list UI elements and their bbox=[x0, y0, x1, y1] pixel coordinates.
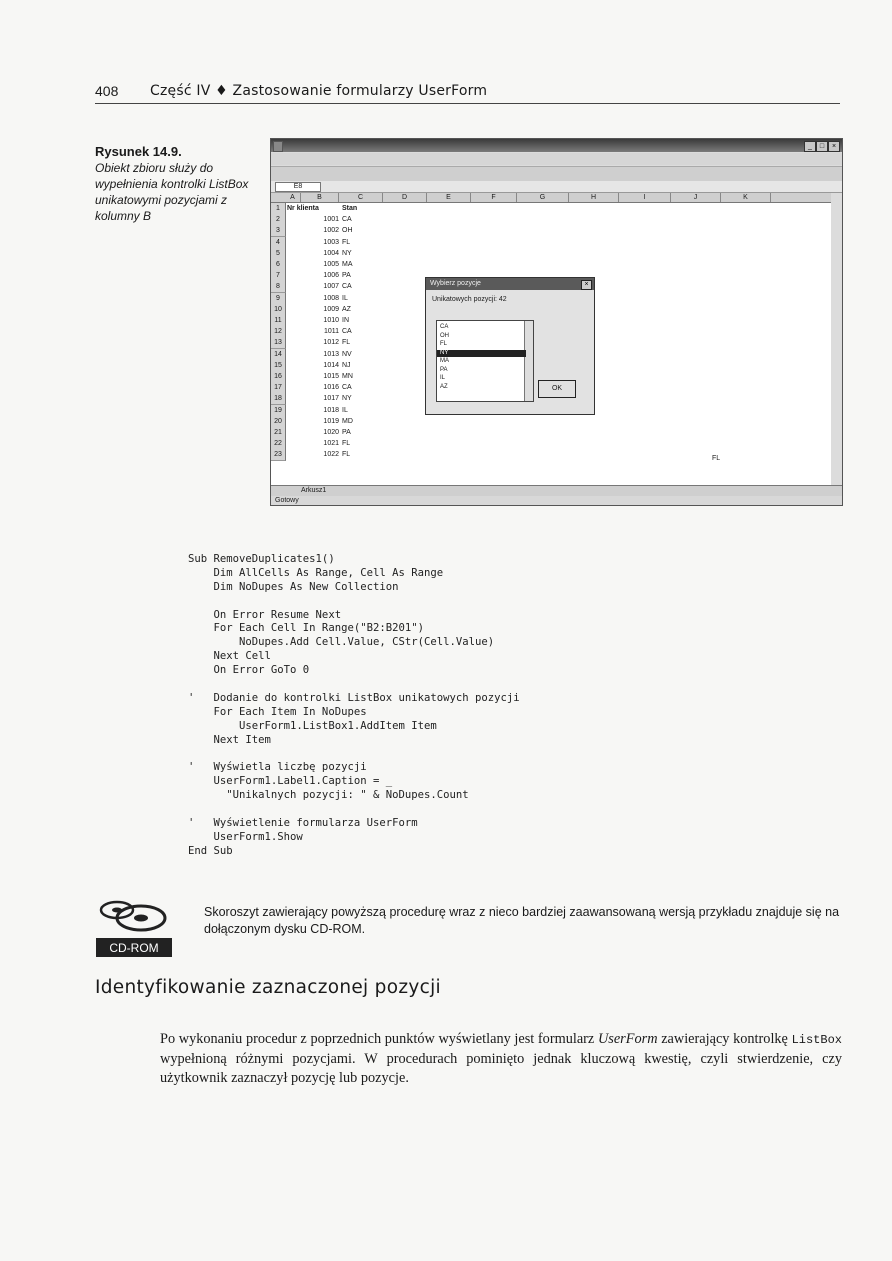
table-row bbox=[271, 259, 831, 270]
code-line: Dim AllCells As Range, Cell As Range bbox=[188, 566, 444, 579]
code-line: UserForm1.Show bbox=[188, 830, 303, 843]
excel-menu-bar bbox=[271, 153, 842, 165]
code-line: On Error Resume Next bbox=[188, 608, 342, 621]
state-cell: AZ bbox=[342, 305, 351, 313]
maximize-icon: □ bbox=[816, 141, 828, 152]
code-line bbox=[188, 595, 520, 609]
column-header: A bbox=[285, 193, 301, 202]
state-cell: FL bbox=[342, 339, 351, 347]
state-cell: CA bbox=[342, 384, 352, 392]
code-line: NoDupes.Add Cell.Value, CStr(Cell.Value) bbox=[188, 636, 495, 649]
sheet-tab: Arkusz1 bbox=[301, 487, 327, 494]
state-cell: PA bbox=[342, 272, 351, 280]
row-number: 4 bbox=[271, 237, 286, 249]
body-text-2: zawierający kontrolkę bbox=[657, 1031, 792, 1047]
minimize-icon: _ bbox=[804, 141, 816, 152]
state-cell: NY bbox=[342, 395, 352, 403]
body-text-1: Po wykonaniu procedur z poprzednich punktów wyświetlany jest formularz bbox=[160, 1031, 598, 1047]
body-listbox: ListBox bbox=[791, 1033, 842, 1047]
row-number: 5 bbox=[271, 248, 286, 260]
row-number: 10 bbox=[271, 304, 286, 316]
column-header: F bbox=[471, 193, 517, 202]
figure-label: Rysunek 14.9. bbox=[95, 144, 182, 159]
column-headers bbox=[271, 193, 831, 203]
column-header: K bbox=[721, 193, 771, 202]
state-cell: IL bbox=[342, 294, 348, 302]
dialog-label: Unikatowych pozycji: 42 bbox=[432, 296, 507, 303]
customer-number-cell: 1014 bbox=[323, 361, 339, 369]
row-number: 16 bbox=[271, 371, 286, 383]
cd-rom-icon-label: CD-ROM bbox=[109, 941, 159, 955]
excel-title-bar bbox=[271, 139, 842, 152]
customer-number-cell: 1012 bbox=[323, 339, 339, 347]
cd-rom-icon bbox=[95, 896, 173, 958]
row-number: 23 bbox=[271, 449, 286, 461]
table-row bbox=[271, 237, 831, 248]
customer-number-cell: 1004 bbox=[323, 249, 339, 257]
row-number: 12 bbox=[271, 326, 286, 338]
code-line: For Each Item In NoDupes bbox=[188, 705, 367, 718]
customer-number-cell: 1020 bbox=[323, 429, 339, 436]
customer-number-cell: 1021 bbox=[323, 440, 339, 448]
code-line: UserForm1.Label1.Caption = _ bbox=[188, 775, 393, 788]
close-icon: × bbox=[828, 141, 840, 152]
state-cell: MA bbox=[342, 261, 353, 268]
status-bar bbox=[271, 496, 842, 505]
stray-cell: FL bbox=[712, 455, 721, 462]
listbox-scrollbar bbox=[524, 321, 533, 401]
customer-number-cell: 1013 bbox=[323, 350, 339, 358]
customer-number-cell: 1018 bbox=[323, 406, 339, 414]
excel-formula-bar bbox=[271, 181, 842, 193]
row-number: 11 bbox=[271, 315, 286, 327]
row-number: 20 bbox=[271, 416, 286, 428]
code-line: UserForm1.ListBox1.AddItem Item bbox=[188, 719, 437, 732]
list-item: MA bbox=[440, 358, 449, 364]
table-row bbox=[271, 438, 831, 449]
list-item: NY bbox=[437, 350, 526, 357]
list-item: AZ bbox=[440, 383, 448, 390]
code-line: Next Item bbox=[188, 733, 271, 746]
dialog-ok-button: OK bbox=[538, 380, 576, 398]
state-cell: PA bbox=[342, 429, 351, 436]
customer-number-cell: 1001 bbox=[323, 216, 339, 224]
customer-number-cell: 1006 bbox=[323, 272, 339, 280]
table-row bbox=[271, 427, 831, 438]
row-number: 1 bbox=[271, 203, 286, 215]
dialog-listbox bbox=[436, 320, 534, 402]
customer-number-cell: 1010 bbox=[323, 317, 339, 324]
header-rule bbox=[95, 103, 840, 104]
customer-number-cell: 1022 bbox=[323, 451, 339, 459]
figure-caption bbox=[95, 144, 260, 224]
list-item: OH bbox=[440, 332, 449, 339]
column-header: E bbox=[427, 193, 471, 202]
column-header: J bbox=[671, 193, 721, 202]
code-line: ' Dodanie do kontrolki ListBox unikatowych pozycji bbox=[188, 691, 520, 704]
row-number: 18 bbox=[271, 393, 286, 405]
excel-app-icon bbox=[273, 141, 283, 152]
code-line: Sub RemoveDuplicates1() bbox=[188, 553, 335, 565]
row-number: 13 bbox=[271, 337, 286, 349]
page-number: 408 bbox=[95, 83, 119, 99]
row-number: 22 bbox=[271, 438, 286, 450]
code-line bbox=[188, 747, 520, 761]
state-cell: FL bbox=[342, 440, 351, 448]
excel-screenshot bbox=[270, 138, 843, 506]
table-row bbox=[271, 449, 831, 460]
row-number: 14 bbox=[271, 349, 286, 361]
state-cell: CA bbox=[342, 216, 352, 224]
row-number: 6 bbox=[271, 259, 286, 271]
state-cell: CA bbox=[342, 283, 352, 291]
body-text-3: wypełnioną różnymi pozycjami. W procedurach pominięto jednak kluczową kwestię, czyli stwierdzenie, czy użytkownik zaznaczył pozycję lub pozycje. bbox=[160, 1051, 842, 1086]
state-cell: IN bbox=[342, 317, 349, 324]
table-row bbox=[271, 203, 831, 214]
state-cell: OH bbox=[342, 227, 353, 235]
customer-number-cell: 1008 bbox=[323, 294, 339, 302]
dialog-title: Wybierz pozycje bbox=[430, 280, 481, 287]
customer-number-cell: 1017 bbox=[323, 395, 339, 403]
state-cell: NJ bbox=[342, 361, 351, 369]
state-cell: NY bbox=[342, 249, 352, 257]
table-row bbox=[271, 416, 831, 427]
customer-number-cell: 1015 bbox=[323, 373, 339, 380]
body-userform: UserForm bbox=[597, 1031, 658, 1047]
code-line: ' Wyświetla liczbę pozycji bbox=[188, 761, 367, 774]
section-heading: Identyfikowanie zaznaczonej pozycji bbox=[95, 977, 441, 998]
list-item: IL bbox=[440, 375, 446, 381]
table-row bbox=[271, 248, 831, 259]
name-box: E8 bbox=[275, 182, 321, 192]
row-number: 15 bbox=[271, 360, 286, 372]
state-cell: NV bbox=[342, 350, 352, 358]
row-number: 21 bbox=[271, 427, 286, 439]
cd-rom-note: Skoroszyt zawierający powyższą procedurę wraz z nieco bardziej zaawansowaną wersją przykładu znajduje się na dołączonym dysku CD-ROM. bbox=[204, 905, 840, 936]
excel-toolbar bbox=[271, 166, 842, 182]
status-text: Gotowy bbox=[275, 497, 299, 504]
row-number: 7 bbox=[271, 270, 286, 282]
customer-number-cell: 1007 bbox=[323, 283, 339, 291]
state-cell: MD bbox=[342, 417, 353, 425]
dialog-close-icon: × bbox=[581, 280, 592, 290]
code-line: Next Cell bbox=[188, 650, 271, 663]
row-number: 8 bbox=[271, 281, 286, 293]
code-line bbox=[188, 803, 520, 817]
customer-number-cell: 1009 bbox=[323, 305, 339, 313]
column-header: I bbox=[619, 193, 671, 202]
state-cell: CA bbox=[342, 328, 352, 336]
state-cell: MN bbox=[342, 373, 353, 380]
figure-caption-text: Obiekt zbioru służy do wypełnienia kontrolki ListBox unikatowymi pozycjami z kolumny B bbox=[95, 161, 249, 223]
list-item: FL bbox=[440, 341, 448, 347]
column-header: G bbox=[517, 193, 569, 202]
row-number: 2 bbox=[271, 214, 286, 226]
customer-number-cell: 1003 bbox=[323, 238, 339, 246]
customer-number-cell: 1016 bbox=[323, 384, 339, 392]
code-line: Dim NoDupes As New Collection bbox=[188, 580, 399, 593]
code-line bbox=[188, 678, 520, 692]
table-row bbox=[271, 225, 831, 236]
column-a-header: Nr klienta bbox=[287, 205, 319, 212]
row-number: 9 bbox=[271, 293, 286, 305]
worksheet-grid bbox=[271, 193, 831, 485]
dialog-title-bar bbox=[426, 278, 594, 290]
row-number: 17 bbox=[271, 382, 286, 394]
column-b-header: Stan bbox=[342, 205, 358, 212]
row-number: 3 bbox=[271, 225, 286, 237]
code-line: On Error GoTo 0 bbox=[188, 664, 310, 677]
code-line: End Sub bbox=[188, 844, 233, 857]
code-line: ' Wyświetlenie formularza UserForm bbox=[188, 816, 418, 829]
customer-number-cell: 1002 bbox=[323, 227, 339, 235]
column-header: H bbox=[569, 193, 619, 202]
state-cell: FL bbox=[342, 238, 351, 246]
column-header: B bbox=[301, 193, 339, 202]
body-paragraph bbox=[160, 1030, 842, 1088]
state-cell: FL bbox=[342, 451, 351, 459]
list-item: CA bbox=[440, 324, 449, 330]
table-row bbox=[271, 214, 831, 225]
customer-number-cell: 1011 bbox=[323, 328, 339, 336]
customer-number-cell: 1005 bbox=[323, 261, 339, 268]
list-item: PA bbox=[440, 366, 448, 373]
state-cell: IL bbox=[342, 406, 348, 414]
userform-dialog bbox=[425, 277, 595, 415]
column-header: C bbox=[339, 193, 383, 202]
column-header: D bbox=[383, 193, 427, 202]
row-number: 19 bbox=[271, 405, 286, 417]
sheet-tabs bbox=[271, 485, 842, 496]
code-line: "Unikalnych pozycji: " & NoDupes.Count bbox=[188, 789, 469, 802]
running-title: Część IV ♦ Zastosowanie formularzy UserForm bbox=[150, 83, 488, 99]
code-listing bbox=[188, 553, 520, 859]
customer-number-cell: 1019 bbox=[323, 417, 339, 425]
code-line: For Each Cell In Range("B2:B201") bbox=[188, 622, 424, 635]
